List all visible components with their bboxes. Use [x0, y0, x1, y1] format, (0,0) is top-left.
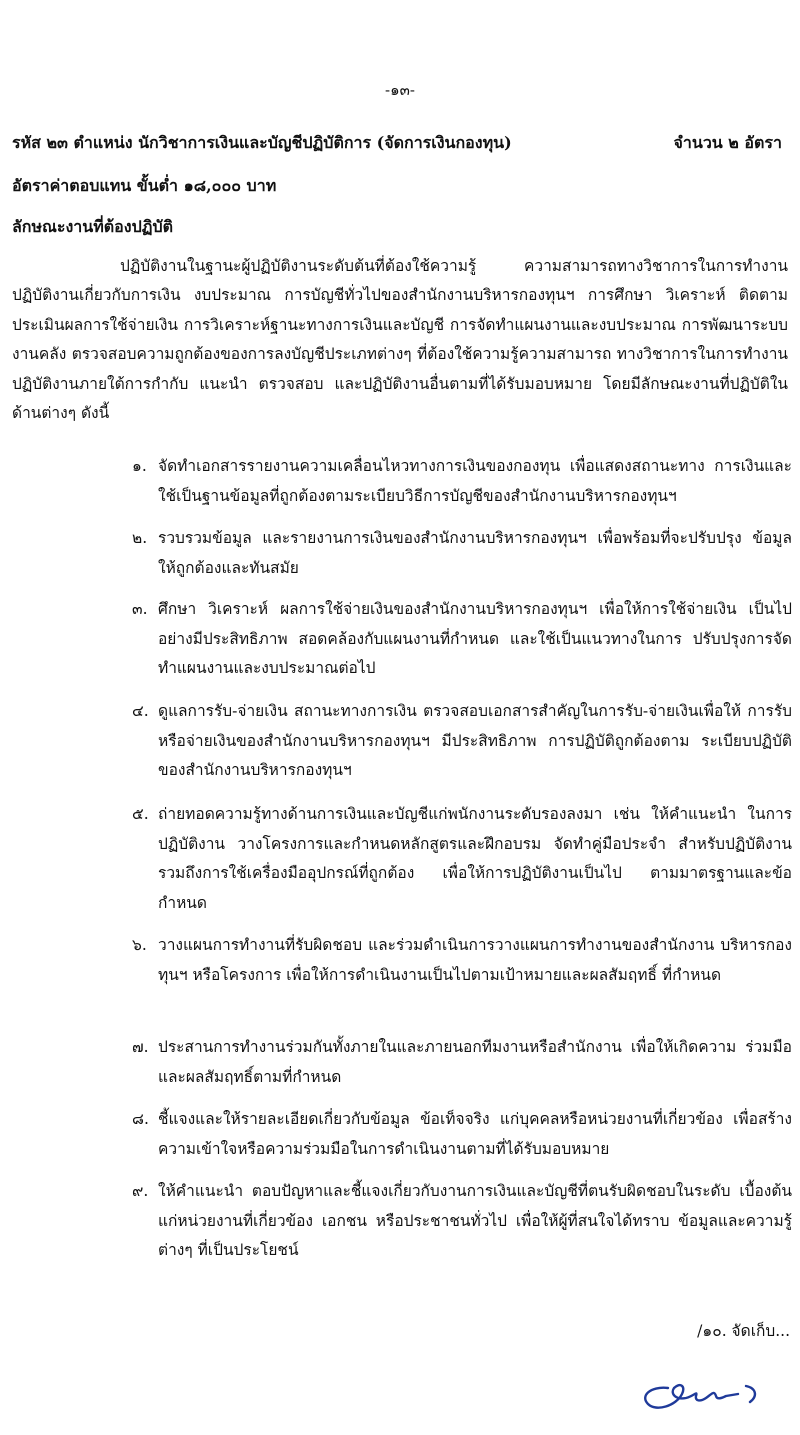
item-number: ๓. — [132, 600, 148, 618]
position-title: รหัส ๒๓ ตำแหน่ง นักวิชาการเงินและบัญชีปฏิบัติการ (จัดการเงินกองทุน) — [12, 133, 512, 152]
item-text: ศึกษา วิเคราะห์ ผลการใช้จ่ายเงินของสำนักงานบริหารกองทุนฯ เพื่อให้การใช้จ่ายเงิน เป็นไปอย่างมีประสิทธิภาพ สอดคล้องกับแผนงานที่กำหนด และใช้เป็นแนวทางในการ ปรับปรุงการจัดทำแผนงานและงบประมาณต่อไป — [158, 600, 792, 677]
section-heading: ลักษณะงานที่ต้องปฏิบัติ — [12, 217, 174, 236]
list-item — [132, 697, 792, 786]
list-item — [132, 800, 792, 918]
salary-rate: อัตราค่าตอบแทน ขั้นต่ำ ๑๘,๐๐๐ บาท — [12, 176, 277, 195]
item-text: รวบรวมข้อมูล และรายงานการเงินของสำนักงานบริหารกองทุนฯ เพื่อพร้อมที่จะปรับปรุง ข้อมูลให้ถูกต้องและทันสมัย — [158, 529, 792, 577]
item-number: ๕. — [132, 805, 149, 823]
list-item — [132, 931, 792, 990]
list-item — [132, 452, 792, 511]
page-number: -๑๓- — [385, 81, 415, 99]
item-number: ๒. — [132, 529, 148, 547]
item-number: ๑. — [132, 457, 147, 475]
intro-text: ปฏิบัติงานในฐานะผู้ปฏิบัติงานระดับต้นที่ต้องใช้ความรู้ ความสามารถทางวิชาการในการทำงาน ปฏิบัติงานเกี่ยวกับการเงิน งบประมาณ การบัญชีทั่วไปของสำนักงานบริหารกองทุนฯ การศึกษา วิเคราะห์ ติดตามประเมินผลการใช้จ่ายเงิน การวิเคราะห์ฐานะทางการเงินและบัญชี การจัดทำแผนงานและงบประมาณ การพัฒนาระบบงานคลัง ตรวจสอบความถูกต้องของการลงบัญชีประเภทต่างๆ ที่ต้องใช้ความรู้ความสามารถ ทางวิชาการในการทำงาน ปฏิบัติงานภายใต้การกำกับ แนะนำ ตรวจสอบ และปฏิบัติงานอื่นตามที่ได้รับมอบหมาย โดยมีลักษณะงานที่ปฏิบัติในด้านต่างๆ ดังนี้ — [12, 257, 788, 423]
list-item — [132, 1033, 792, 1092]
continuation-marker: /๑๐. จัดเก็บ... — [697, 1322, 790, 1340]
item-text: ดูแลการรับ-จ่ายเงิน สถานะทางการเงิน ตรวจสอบเอกสารสำคัญในการรับ-จ่ายเงินเพื่อให้ การรับหรือจ่ายเงินของสำนักงานบริหารกองทุนฯ มีประสิทธิภาพ การปฏิบัติถูกต้องตาม ระเบียบปฏิบัติของสำนักงานบริหารกองทุนฯ — [158, 702, 792, 779]
item-number: ๔. — [132, 702, 149, 720]
item-number: ๘. — [132, 1110, 149, 1128]
item-text: ถ่ายทอดความรู้ทางด้านการเงินและบัญชีแก่พนักงานระดับรองลงมา เช่น ให้คำแนะนำ ในการปฏิบัติงาน วางโครงการและกำหนดหลักสูตรและฝึกอบรม จัดทำคู่มือประจำ สำหรับปฏิบัติงาน รวมถึงการใช้เครื่องมืออุปกรณ์ที่ถูกต้อง เพื่อให้การปฏิบัติงานเป็นไป ตามมาตรฐานและข้อกำหนด — [158, 805, 792, 912]
list-item — [132, 1177, 792, 1266]
item-text: วางแผนการทำงานที่รับผิดชอบ และร่วมดำเนินการวางแผนการทำงานของสำนักงาน บริหารกองทุนฯ หรือโครงการ เพื่อให้การดำเนินงานเป็นไปตามเป้าหมายและผลสัมฤทธิ์ ที่กำหนด — [158, 936, 792, 984]
position-quantity: จำนวน ๒ อัตรา — [673, 133, 782, 152]
list-item — [132, 1105, 792, 1164]
item-number: ๖. — [132, 936, 147, 954]
list-item — [132, 595, 792, 684]
item-number: ๙. — [132, 1182, 149, 1200]
item-text: จัดทำเอกสารรายงานความเคลื่อนไหวทางการเงินของกองทุน เพื่อแสดงสถานะทาง การเงินและใช้เป็นฐานข้อมูลที่ถูกต้องตามระเบียบวิธีการบัญชีของสำนักงานบริหารกองทุนฯ — [158, 457, 792, 505]
item-text: ประสานการทำงานร่วมกันทั้งภายในและภายนอกทีมงานหรือสำนักงาน เพื่อให้เกิดความ ร่วมมือและผลสัมฤทธิ์ตามที่กำหนด — [158, 1038, 792, 1086]
signature-icon — [638, 1368, 768, 1422]
item-text: ให้คำแนะนำ ตอบปัญหาและชี้แจงเกี่ยวกับงานการเงินและบัญชีที่ตนรับผิดชอบในระดับ เบื้องต้นแก่หน่วยงานที่เกี่ยวข้อง เอกชน หรือประชาชนทั่วไป เพื่อให้ผู้ที่สนใจได้ทราบ ข้อมูลและความรู้ต่างๆ ที่เป็นประโยชน์ — [158, 1182, 792, 1259]
item-text: ชี้แจงและให้รายละเอียดเกี่ยวกับข้อมูล ข้อเท็จจริง แก่บุคคลหรือหน่วยงานที่เกี่ยวข้อง เพื่อสร้างความเข้าใจหรือความร่วมมือในการดำเนินงานตามที่ได้รับมอบหมาย — [158, 1110, 792, 1158]
intro-paragraph — [12, 252, 788, 428]
list-item — [132, 524, 792, 583]
item-number: ๗. — [132, 1038, 149, 1056]
